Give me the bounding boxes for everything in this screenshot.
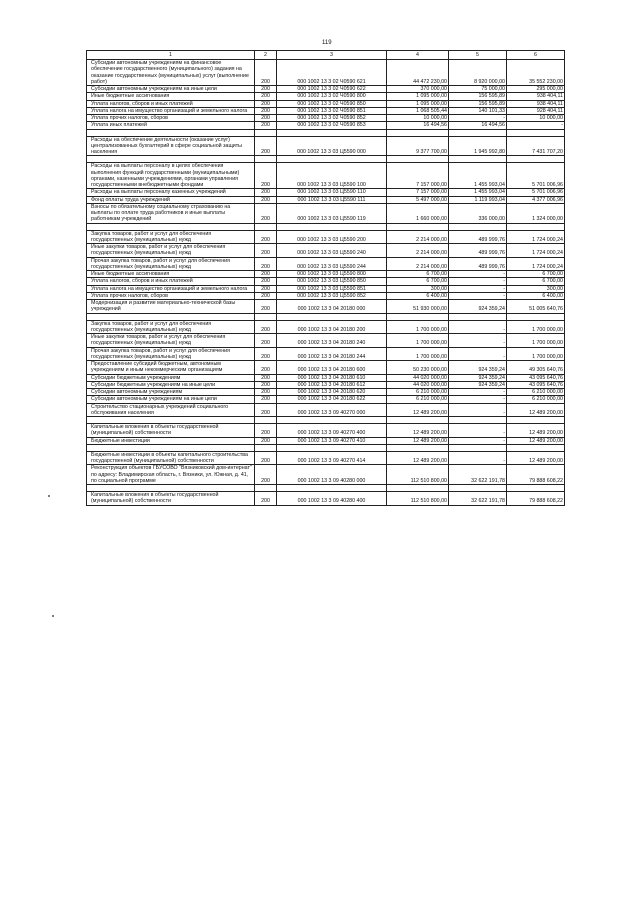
row-unexecuted-cell: 938 404,11 bbox=[507, 93, 565, 100]
row-unexecuted-cell: 12 489 200,00 bbox=[507, 437, 565, 444]
table-row bbox=[87, 257, 565, 271]
row-budget-code-cell: 000 1002 13 3 03 Ц5590 100 bbox=[277, 163, 387, 189]
table-row bbox=[87, 300, 565, 314]
row-budget-code-cell: 000 1002 13 3 04 20180 600 bbox=[277, 361, 387, 375]
spacer-cell bbox=[87, 485, 255, 492]
row-approved-cell: 50 230 000,00 bbox=[387, 361, 449, 375]
row-executed-cell: 489 999,76 bbox=[449, 230, 507, 244]
row-executed-cell: 924 359,24 bbox=[449, 300, 507, 314]
row-executed-cell: - bbox=[449, 437, 507, 444]
row-unexecuted-cell: 4 377 006,96 bbox=[507, 196, 565, 203]
table-row bbox=[87, 107, 565, 114]
row-unexecuted-cell: 12 489 200,00 bbox=[507, 424, 565, 438]
spacer-cell bbox=[277, 223, 387, 230]
row-executed-cell: 156 595,89 bbox=[449, 93, 507, 100]
row-approved-cell: 12 489 200,00 bbox=[387, 424, 449, 438]
row-budget-code-cell: 000 1002 13 3 09 40270 414 bbox=[277, 451, 387, 465]
table-row bbox=[87, 163, 565, 189]
spacer-cell bbox=[87, 313, 255, 320]
row-name-cell: Иные бюджетные ассигнования bbox=[87, 93, 255, 100]
row-executed-cell: - bbox=[449, 396, 507, 403]
row-unexecuted-cell: 6 700,00 bbox=[507, 278, 565, 285]
row-unexecuted-cell: 300,00 bbox=[507, 285, 565, 292]
row-unexecuted-cell: 1 700 000,00 bbox=[507, 334, 565, 348]
row-unexecuted-cell: 51 005 640,76 bbox=[507, 300, 565, 314]
page-number: 119 bbox=[322, 40, 332, 46]
row-unexecuted-cell: 12 489 200,00 bbox=[507, 403, 565, 417]
row-name-cell: Субсидии бюджетным учреждениям bbox=[87, 374, 255, 381]
row-name-cell: Фонд оплаты труда учреждений bbox=[87, 196, 255, 203]
row-executed-cell: 8 920 000,00 bbox=[449, 60, 507, 86]
row-unexecuted-cell: 7 431 707,20 bbox=[507, 136, 565, 156]
row-approved-cell: 7 157 000,00 bbox=[387, 163, 449, 189]
scan-speck bbox=[52, 615, 54, 617]
table-row bbox=[87, 136, 565, 156]
row-approved-cell: 300,00 bbox=[387, 285, 449, 292]
row-budget-code-cell: 000 1002 13 3 04 20180 240 bbox=[277, 334, 387, 348]
row-executed-cell: 32 622 191,78 bbox=[449, 492, 507, 506]
row-budget-code-cell: 000 1002 13 3 09 40280 400 bbox=[277, 492, 387, 506]
row-executed-cell: 16 494,56 bbox=[449, 122, 507, 129]
table-spacer-row bbox=[87, 417, 565, 424]
row-executed-cell: 75 000,00 bbox=[449, 86, 507, 93]
spacer-cell bbox=[87, 417, 255, 424]
row-unexecuted-cell: 1 724 000,24 bbox=[507, 244, 565, 258]
row-unexecuted-cell: 5 701 006,96 bbox=[507, 189, 565, 196]
row-executed-cell: - bbox=[449, 115, 507, 122]
spacer-cell bbox=[449, 129, 507, 136]
row-executed-cell: - bbox=[449, 320, 507, 334]
row-admin-code-cell: 200 bbox=[255, 189, 277, 196]
row-approved-cell: 6 700,00 bbox=[387, 278, 449, 285]
row-name-cell: Расходы на выплаты персоналу в целях обеспечения выполнения функций государственными (муниципальными) органами, казенными учреждениями, органами управления государственными внебюджетными фондами bbox=[87, 163, 255, 189]
row-admin-code-cell: 200 bbox=[255, 403, 277, 417]
row-unexecuted-cell: 1 700 000,00 bbox=[507, 347, 565, 361]
spacer-cell bbox=[87, 223, 255, 230]
spacer-cell bbox=[387, 223, 449, 230]
row-unexecuted-cell: 43 095 640,76 bbox=[507, 381, 565, 388]
row-approved-cell: 2 214 000,00 bbox=[387, 230, 449, 244]
row-approved-cell: 5 497 000,00 bbox=[387, 196, 449, 203]
column-header: 6 bbox=[507, 51, 565, 60]
row-executed-cell: 1 119 993,04 bbox=[449, 196, 507, 203]
table-row bbox=[87, 389, 565, 396]
spacer-cell bbox=[387, 417, 449, 424]
row-admin-code-cell: 200 bbox=[255, 424, 277, 438]
row-budget-code-cell: 000 1002 13 3 04 20180 610 bbox=[277, 374, 387, 381]
row-approved-cell: 44 020 000,00 bbox=[387, 381, 449, 388]
row-budget-code-cell: 000 1002 13 3 03 Ц5590 800 bbox=[277, 271, 387, 278]
row-unexecuted-cell: 1 324 000,00 bbox=[507, 203, 565, 223]
spacer-cell bbox=[387, 129, 449, 136]
table-spacer-row bbox=[87, 156, 565, 163]
spacer-cell bbox=[87, 156, 255, 163]
row-budget-code-cell: 000 1002 13 3 04 20180 244 bbox=[277, 347, 387, 361]
row-executed-cell: 156 595,89 bbox=[449, 100, 507, 107]
row-executed-cell: 489 999,76 bbox=[449, 244, 507, 258]
row-budget-code-cell: 000 1002 13 3 02 Ч0590 853 bbox=[277, 122, 387, 129]
spacer-cell bbox=[449, 417, 507, 424]
row-name-cell: Субсидии бюджетным учреждениям на иные цели bbox=[87, 381, 255, 388]
spacer-cell bbox=[507, 444, 565, 451]
row-budget-code-cell: 000 1002 13 3 02 Ч0590 851 bbox=[277, 107, 387, 114]
spacer-cell bbox=[507, 156, 565, 163]
row-name-cell: Иные бюджетные ассигнования bbox=[87, 271, 255, 278]
table-row bbox=[87, 361, 565, 375]
spacer-cell bbox=[449, 156, 507, 163]
row-name-cell: Закупка товаров, работ и услуг для обеспечения государственных (муниципальных) нужд bbox=[87, 320, 255, 334]
spacer-cell bbox=[255, 313, 277, 320]
row-budget-code-cell: 000 1002 13 3 03 Ц5590 111 bbox=[277, 196, 387, 203]
row-name-cell: Строительство стационарных учреждений социального обслуживания населения bbox=[87, 403, 255, 417]
row-admin-code-cell: 200 bbox=[255, 292, 277, 299]
row-approved-cell: 51 930 000,00 bbox=[387, 300, 449, 314]
row-admin-code-cell: 200 bbox=[255, 93, 277, 100]
row-name-cell: Уплата иных платежей bbox=[87, 122, 255, 129]
row-admin-code-cell: 200 bbox=[255, 334, 277, 348]
row-executed-cell: 924 359,24 bbox=[449, 361, 507, 375]
row-admin-code-cell: 200 bbox=[255, 361, 277, 375]
row-budget-code-cell: 000 1002 13 3 04 20180 612 bbox=[277, 381, 387, 388]
row-approved-cell: 6 210 000,00 bbox=[387, 396, 449, 403]
row-unexecuted-cell: 6 700,00 bbox=[507, 271, 565, 278]
row-approved-cell: 9 377 700,00 bbox=[387, 136, 449, 156]
row-name-cell: Предоставление субсидий бюджетным, автономным учреждениям и иным некоммерческим организациям bbox=[87, 361, 255, 375]
row-unexecuted-cell: 79 888 608,22 bbox=[507, 492, 565, 506]
row-approved-cell: 12 489 200,00 bbox=[387, 437, 449, 444]
row-admin-code-cell: 200 bbox=[255, 278, 277, 285]
row-budget-code-cell: 000 1002 13 3 03 Ц5590 110 bbox=[277, 189, 387, 196]
row-unexecuted-cell: 10 000,00 bbox=[507, 115, 565, 122]
spacer-cell bbox=[449, 485, 507, 492]
row-executed-cell: - bbox=[449, 271, 507, 278]
row-approved-cell: 6 400,00 bbox=[387, 292, 449, 299]
spacer-cell bbox=[507, 223, 565, 230]
row-executed-cell: - bbox=[449, 424, 507, 438]
spacer-cell bbox=[277, 129, 387, 136]
row-admin-code-cell: 200 bbox=[255, 396, 277, 403]
spacer-cell bbox=[255, 129, 277, 136]
row-admin-code-cell: 200 bbox=[255, 381, 277, 388]
row-unexecuted-cell: 43 095 640,76 bbox=[507, 374, 565, 381]
row-unexecuted-cell: 1 724 000,24 bbox=[507, 230, 565, 244]
spacer-cell bbox=[255, 156, 277, 163]
table-row bbox=[87, 278, 565, 285]
row-admin-code-cell: 200 bbox=[255, 437, 277, 444]
row-executed-cell: 924 359,24 bbox=[449, 374, 507, 381]
table-row bbox=[87, 122, 565, 129]
row-name-cell: Реконструкция объектов ГБУСОВО "Вязниковский дом-интернат" по адресу: Владимирская область, г. Вязники, ул. Южная, д. 41, по социальной программе bbox=[87, 465, 255, 485]
row-budget-code-cell: 000 1002 13 3 04 20180 000 bbox=[277, 300, 387, 314]
column-header: 5 bbox=[449, 51, 507, 60]
row-approved-cell: 2 214 000,00 bbox=[387, 257, 449, 271]
row-approved-cell: 1 095 000,00 bbox=[387, 93, 449, 100]
row-budget-code-cell: 000 1002 13 3 03 Ц5590 200 bbox=[277, 230, 387, 244]
row-admin-code-cell: 200 bbox=[255, 196, 277, 203]
row-name-cell: Уплата налога на имущество организаций и земельного налога bbox=[87, 107, 255, 114]
row-budget-code-cell: 000 1002 13 3 02 Ч0590 622 bbox=[277, 86, 387, 93]
row-approved-cell: 112 510 800,00 bbox=[387, 465, 449, 485]
row-admin-code-cell: 200 bbox=[255, 271, 277, 278]
spacer-cell bbox=[387, 485, 449, 492]
row-name-cell: Иные закупки товаров, работ и услуг для обеспечения государственных (муниципальных) нужд bbox=[87, 244, 255, 258]
row-budget-code-cell: 000 1002 13 3 04 20180 620 bbox=[277, 389, 387, 396]
row-approved-cell: 10 000,00 bbox=[387, 115, 449, 122]
row-approved-cell: 1 700 000,00 bbox=[387, 347, 449, 361]
table-row bbox=[87, 347, 565, 361]
row-approved-cell: 1 095 000,00 bbox=[387, 100, 449, 107]
row-name-cell: Уплата налога на имущество организаций и земельного налога bbox=[87, 285, 255, 292]
row-executed-cell: - bbox=[449, 389, 507, 396]
row-admin-code-cell: 200 bbox=[255, 203, 277, 223]
row-approved-cell: 12 489 200,00 bbox=[387, 403, 449, 417]
row-admin-code-cell: 200 bbox=[255, 451, 277, 465]
spacer-cell bbox=[255, 444, 277, 451]
table-row bbox=[87, 381, 565, 388]
row-approved-cell: 44 472 230,00 bbox=[387, 60, 449, 86]
spacer-cell bbox=[507, 485, 565, 492]
row-admin-code-cell: 200 bbox=[255, 230, 277, 244]
row-budget-code-cell: 000 1002 13 3 03 Ц5590 850 bbox=[277, 278, 387, 285]
row-name-cell: Субсидии автономным учреждениям на иные цели bbox=[87, 396, 255, 403]
row-name-cell: Расходы на обеспечение деятельности (оказание услуг) централизованных бухгалтерий в сфере социальной защиты населения bbox=[87, 136, 255, 156]
row-admin-code-cell: 200 bbox=[255, 107, 277, 114]
row-admin-code-cell: 200 bbox=[255, 60, 277, 86]
row-approved-cell: 44 020 000,00 bbox=[387, 374, 449, 381]
row-budget-code-cell: 000 1002 13 3 02 Ч0590 852 bbox=[277, 115, 387, 122]
row-name-cell: Уплата налогов, сборов и иных платежей bbox=[87, 100, 255, 107]
row-admin-code-cell: 200 bbox=[255, 492, 277, 506]
table-row bbox=[87, 115, 565, 122]
table-row bbox=[87, 271, 565, 278]
row-budget-code-cell: 000 1002 13 3 03 Ц5590 119 bbox=[277, 203, 387, 223]
row-admin-code-cell: 200 bbox=[255, 465, 277, 485]
row-budget-code-cell: 000 1002 13 3 02 Ч0590 850 bbox=[277, 100, 387, 107]
table-row bbox=[87, 244, 565, 258]
row-name-cell: Расходы на выплаты персоналу казенных учреждений bbox=[87, 189, 255, 196]
spacer-cell bbox=[277, 485, 387, 492]
row-executed-cell: 924 359,24 bbox=[449, 381, 507, 388]
row-budget-code-cell: 000 1002 13 3 04 20180 200 bbox=[277, 320, 387, 334]
row-executed-cell: 1 455 993,04 bbox=[449, 163, 507, 189]
row-admin-code-cell: 200 bbox=[255, 115, 277, 122]
row-admin-code-cell: 200 bbox=[255, 285, 277, 292]
table-row bbox=[87, 465, 565, 485]
row-executed-cell: - bbox=[449, 451, 507, 465]
row-name-cell: Капитальные вложения в объекты государственной (муниципальной) собственности bbox=[87, 492, 255, 506]
spacer-cell bbox=[387, 444, 449, 451]
row-budget-code-cell: 000 1002 13 3 03 Ц5590 851 bbox=[277, 285, 387, 292]
row-approved-cell: 112 510 800,00 bbox=[387, 492, 449, 506]
scan-speck bbox=[48, 495, 50, 497]
row-unexecuted-cell: 5 701 006,96 bbox=[507, 163, 565, 189]
spacer-cell bbox=[255, 417, 277, 424]
row-name-cell: Модернизация и развитие материально-технической базы учреждений bbox=[87, 300, 255, 314]
row-approved-cell: 12 489 200,00 bbox=[387, 451, 449, 465]
row-unexecuted-cell: 928 404,11 bbox=[507, 107, 565, 114]
row-admin-code-cell: 200 bbox=[255, 374, 277, 381]
table-spacer-row bbox=[87, 485, 565, 492]
row-unexecuted-cell: 1 724 000,24 bbox=[507, 257, 565, 271]
table-row bbox=[87, 60, 565, 86]
row-unexecuted-cell: 49 305 640,76 bbox=[507, 361, 565, 375]
table-row bbox=[87, 230, 565, 244]
row-budget-code-cell: 000 1002 13 3 03 Ц5590 852 bbox=[277, 292, 387, 299]
row-approved-cell: 7 157 000,00 bbox=[387, 189, 449, 196]
row-admin-code-cell: 200 bbox=[255, 389, 277, 396]
row-name-cell: Прочая закупка товаров, работ и услуг для обеспечения государственных (муниципальных) нужд bbox=[87, 347, 255, 361]
table-row bbox=[87, 203, 565, 223]
table-row bbox=[87, 285, 565, 292]
row-budget-code-cell: 000 1002 13 3 03 Ц5590 244 bbox=[277, 257, 387, 271]
row-approved-cell: 6 210 000,00 bbox=[387, 389, 449, 396]
row-executed-cell: - bbox=[449, 278, 507, 285]
row-admin-code-cell: 200 bbox=[255, 136, 277, 156]
row-unexecuted-cell: 35 552 230,00 bbox=[507, 60, 565, 86]
table-row bbox=[87, 334, 565, 348]
spacer-cell bbox=[387, 156, 449, 163]
row-executed-cell: - bbox=[449, 285, 507, 292]
budget-execution-table bbox=[86, 50, 565, 506]
row-unexecuted-cell: 938 404,11 bbox=[507, 100, 565, 107]
row-executed-cell: - bbox=[449, 403, 507, 417]
row-approved-cell: 1 700 000,00 bbox=[387, 334, 449, 348]
row-name-cell: Уплата налогов, сборов и иных платежей bbox=[87, 278, 255, 285]
spacer-cell bbox=[387, 313, 449, 320]
row-name-cell: Субсидии автономным учреждениям на иные цели bbox=[87, 86, 255, 93]
row-budget-code-cell: 000 1002 13 3 03 Ц5590 240 bbox=[277, 244, 387, 258]
row-name-cell: Капитальные вложения в объекты государственной (муниципальной) собственности bbox=[87, 424, 255, 438]
table-row bbox=[87, 403, 565, 417]
row-budget-code-cell: 000 1002 13 3 03 Ц5590 000 bbox=[277, 136, 387, 156]
spacer-cell bbox=[449, 313, 507, 320]
row-unexecuted-cell: - bbox=[507, 122, 565, 129]
row-unexecuted-cell: 295 000,00 bbox=[507, 86, 565, 93]
row-name-cell: Субсидии автономным учреждениям на финансовое обеспечение государственного (муниципального) задания на оказание государственных (муниципальных) услуг (выполнение работ) bbox=[87, 60, 255, 86]
row-executed-cell: 489 999,76 bbox=[449, 257, 507, 271]
row-approved-cell: 1 660 000,00 bbox=[387, 203, 449, 223]
row-budget-code-cell: 000 1002 13 3 09 40270 410 bbox=[277, 437, 387, 444]
table-spacer-row bbox=[87, 444, 565, 451]
table-row bbox=[87, 292, 565, 299]
table-row bbox=[87, 424, 565, 438]
table-row bbox=[87, 320, 565, 334]
row-budget-code-cell: 000 1002 13 3 04 20180 622 bbox=[277, 396, 387, 403]
row-name-cell: Закупка товаров, работ и услуг для обеспечения государственных (муниципальных) нужд bbox=[87, 230, 255, 244]
row-admin-code-cell: 200 bbox=[255, 122, 277, 129]
spacer-cell bbox=[87, 129, 255, 136]
table-spacer-row bbox=[87, 313, 565, 320]
row-approved-cell: 6 700,00 bbox=[387, 271, 449, 278]
table-row bbox=[87, 492, 565, 506]
row-name-cell: Прочая закупка товаров, работ и услуг для обеспечения государственных (муниципальных) нужд bbox=[87, 257, 255, 271]
row-admin-code-cell: 200 bbox=[255, 347, 277, 361]
row-unexecuted-cell: 6 400,00 bbox=[507, 292, 565, 299]
spacer-cell bbox=[277, 156, 387, 163]
column-header: 1 bbox=[87, 51, 255, 60]
spacer-cell bbox=[277, 444, 387, 451]
row-name-cell: Иные закупки товаров, работ и услуг для обеспечения государственных (муниципальных) нужд bbox=[87, 334, 255, 348]
row-name-cell: Взносы по обязательному социальному страхованию на выплаты по оплате труда работников и иные выплаты работникам учреждений bbox=[87, 203, 255, 223]
spacer-cell bbox=[449, 223, 507, 230]
row-executed-cell: 336 000,00 bbox=[449, 203, 507, 223]
spacer-cell bbox=[255, 223, 277, 230]
row-name-cell: Уплата прочих налогов, сборов bbox=[87, 115, 255, 122]
row-unexecuted-cell: 1 700 000,00 bbox=[507, 320, 565, 334]
spacer-cell bbox=[449, 444, 507, 451]
column-header: 4 bbox=[387, 51, 449, 60]
row-unexecuted-cell: 6 210 000,00 bbox=[507, 389, 565, 396]
table-spacer-row bbox=[87, 223, 565, 230]
row-executed-cell: 32 622 191,78 bbox=[449, 465, 507, 485]
spacer-cell bbox=[507, 129, 565, 136]
row-executed-cell: 1 455 993,04 bbox=[449, 189, 507, 196]
row-budget-code-cell: 000 1002 13 3 02 Ч0590 800 bbox=[277, 93, 387, 100]
row-approved-cell: 1 700 000,00 bbox=[387, 320, 449, 334]
row-approved-cell: 370 000,00 bbox=[387, 86, 449, 93]
table-row bbox=[87, 93, 565, 100]
table-row bbox=[87, 100, 565, 107]
row-name-cell: Бюджетные инвестиции в объекты капитального строительства государственной (муниципальной) собственности bbox=[87, 451, 255, 465]
table-row bbox=[87, 374, 565, 381]
row-unexecuted-cell: 6 210 000,00 bbox=[507, 396, 565, 403]
row-executed-cell: - bbox=[449, 292, 507, 299]
spacer-cell bbox=[277, 313, 387, 320]
row-budget-code-cell: 000 1002 13 3 09 40280 000 bbox=[277, 465, 387, 485]
row-admin-code-cell: 200 bbox=[255, 163, 277, 189]
row-approved-cell: 2 214 000,00 bbox=[387, 244, 449, 258]
column-header: 2 bbox=[255, 51, 277, 60]
row-budget-code-cell: 000 1002 13 3 09 40270 400 bbox=[277, 424, 387, 438]
table-row bbox=[87, 86, 565, 93]
spacer-cell bbox=[255, 485, 277, 492]
row-admin-code-cell: 200 bbox=[255, 244, 277, 258]
row-executed-cell: 1 945 992,80 bbox=[449, 136, 507, 156]
spacer-cell bbox=[507, 417, 565, 424]
row-admin-code-cell: 200 bbox=[255, 86, 277, 93]
row-executed-cell: - bbox=[449, 347, 507, 361]
row-unexecuted-cell: 79 888 608,22 bbox=[507, 465, 565, 485]
spacer-cell bbox=[507, 313, 565, 320]
row-name-cell: Уплата прочих налогов, сборов bbox=[87, 292, 255, 299]
row-admin-code-cell: 200 bbox=[255, 300, 277, 314]
table-row bbox=[87, 396, 565, 403]
row-executed-cell: - bbox=[449, 334, 507, 348]
row-approved-cell: 1 068 505,44 bbox=[387, 107, 449, 114]
table-row bbox=[87, 451, 565, 465]
row-unexecuted-cell: 12 489 200,00 bbox=[507, 451, 565, 465]
row-budget-code-cell: 000 1002 13 3 02 Ч0590 621 bbox=[277, 60, 387, 86]
spacer-cell bbox=[87, 444, 255, 451]
spacer-cell bbox=[277, 417, 387, 424]
table-row bbox=[87, 189, 565, 196]
row-budget-code-cell: 000 1002 13 3 09 40270 000 bbox=[277, 403, 387, 417]
row-admin-code-cell: 200 bbox=[255, 257, 277, 271]
table-row bbox=[87, 437, 565, 444]
table-body bbox=[87, 60, 565, 506]
table-header-row bbox=[87, 51, 565, 60]
table-spacer-row bbox=[87, 129, 565, 136]
table-row bbox=[87, 196, 565, 203]
row-admin-code-cell: 200 bbox=[255, 320, 277, 334]
row-admin-code-cell: 200 bbox=[255, 100, 277, 107]
row-name-cell: Субсидии автономным учреждениям bbox=[87, 389, 255, 396]
row-name-cell: Бюджетные инвестиции bbox=[87, 437, 255, 444]
row-executed-cell: 140 101,33 bbox=[449, 107, 507, 114]
row-approved-cell: 16 494,56 bbox=[387, 122, 449, 129]
column-header: 3 bbox=[277, 51, 387, 60]
